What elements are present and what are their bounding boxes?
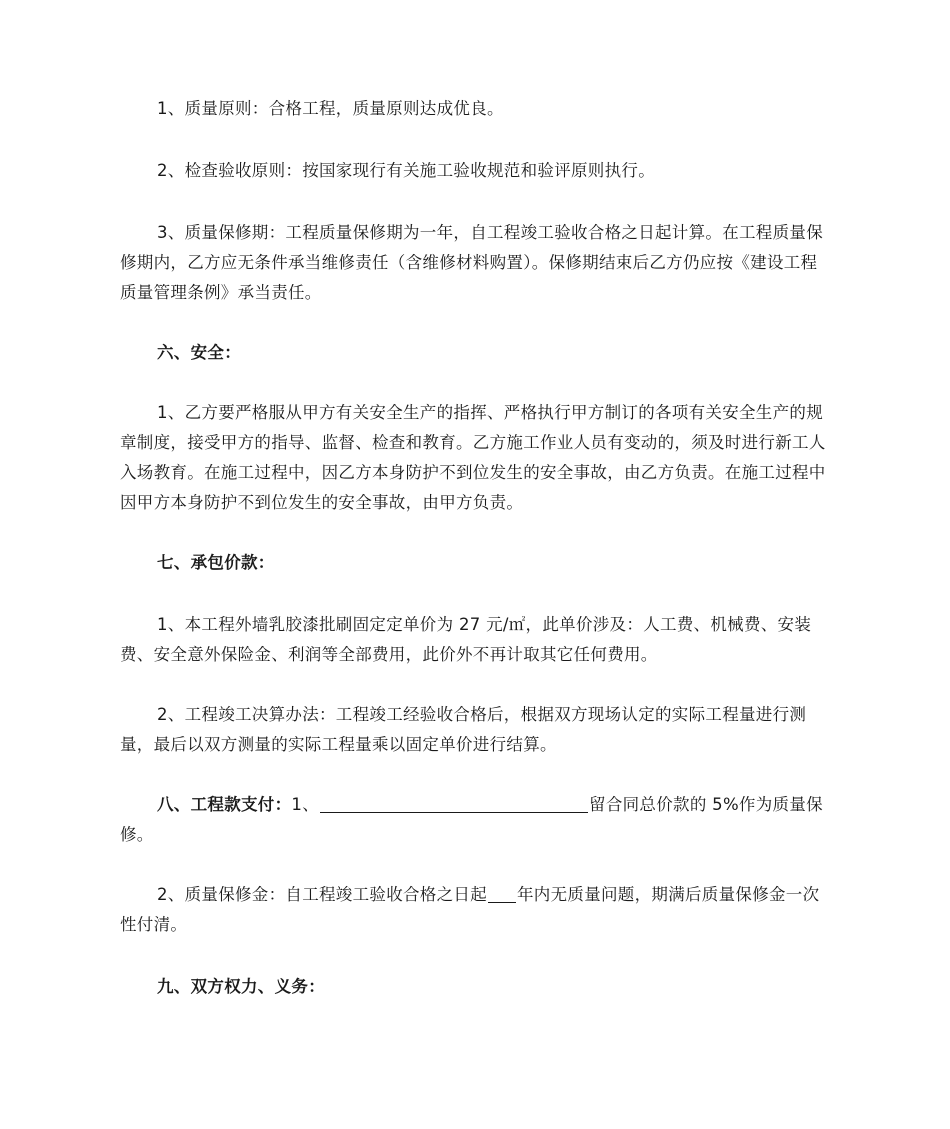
payment-item-number: 1、 <box>291 795 320 814</box>
heading-payment: 八、工程款支付： <box>157 795 292 814</box>
paragraph-unit-price: 1、本工程外墙乳胶漆批刷固定定单价为 27 元/㎡，此单价涉及：人工费、机械费、安装费、安全意外保险金、利润等全部费用，此价外不再计取其它任何费用。 <box>120 615 812 664</box>
paragraph-warranty-deposit <box>120 880 832 940</box>
heading-safety: 六、安全： <box>157 343 241 362</box>
paragraph-payment <box>120 790 832 850</box>
warranty-deposit-tail: 年内无质量问题，期满后质量保修金一次性付清。 <box>120 885 820 934</box>
fill-in-blank-years <box>488 884 516 903</box>
paragraph-quality-principle: 1、质量原则：合格工程，质量原则达成优良。 <box>157 99 504 118</box>
payment-retention-text: 留合同总价款的 5%作为质量保修。 <box>120 795 823 844</box>
heading-rights-obligations: 九、双方权力、义务： <box>157 977 325 996</box>
paragraph-safety-1: 1、乙方要严格服从甲方有关安全生产的指挥、严格执行甲方制订的各项有关安全生产的规章制度，接受甲方的指导、监督、检查和教育。乙方施工作业人员有变动的，须及时进行新工人入场教育。在施工过程中，因乙方本身防护不到位发生的安全事故，由乙方负责。在施工过程中因甲方本身防护不到位发生的安全事故，由甲方负责。 <box>120 403 826 512</box>
paragraph-inspection-principle: 2、检查验收原则：按国家现行有关施工验收规范和验评原则执行。 <box>157 161 655 180</box>
fill-in-blank-payment <box>320 794 588 813</box>
warranty-deposit-lead: 2、质量保修金：自工程竣工验收合格之日起 <box>157 885 487 904</box>
heading-contract-price: 七、承包价款： <box>157 553 275 572</box>
paragraph-warranty-period: 3、质量保修期：工程质量保修期为一年，自工程竣工验收合格之日起计算。在工程质量保修期内，乙方应无条件承当维修责任（含维修材料购置）。保修期结束后乙方仍应按《建设工程质量管理条例》承当责任。 <box>120 223 823 302</box>
paragraph-final-settlement: 2、工程竣工决算办法：工程竣工经验收合格后，根据双方现场认定的实际工程量进行测量，最后以双方测量的实际工程量乘以固定单价进行结算。 <box>120 705 807 754</box>
